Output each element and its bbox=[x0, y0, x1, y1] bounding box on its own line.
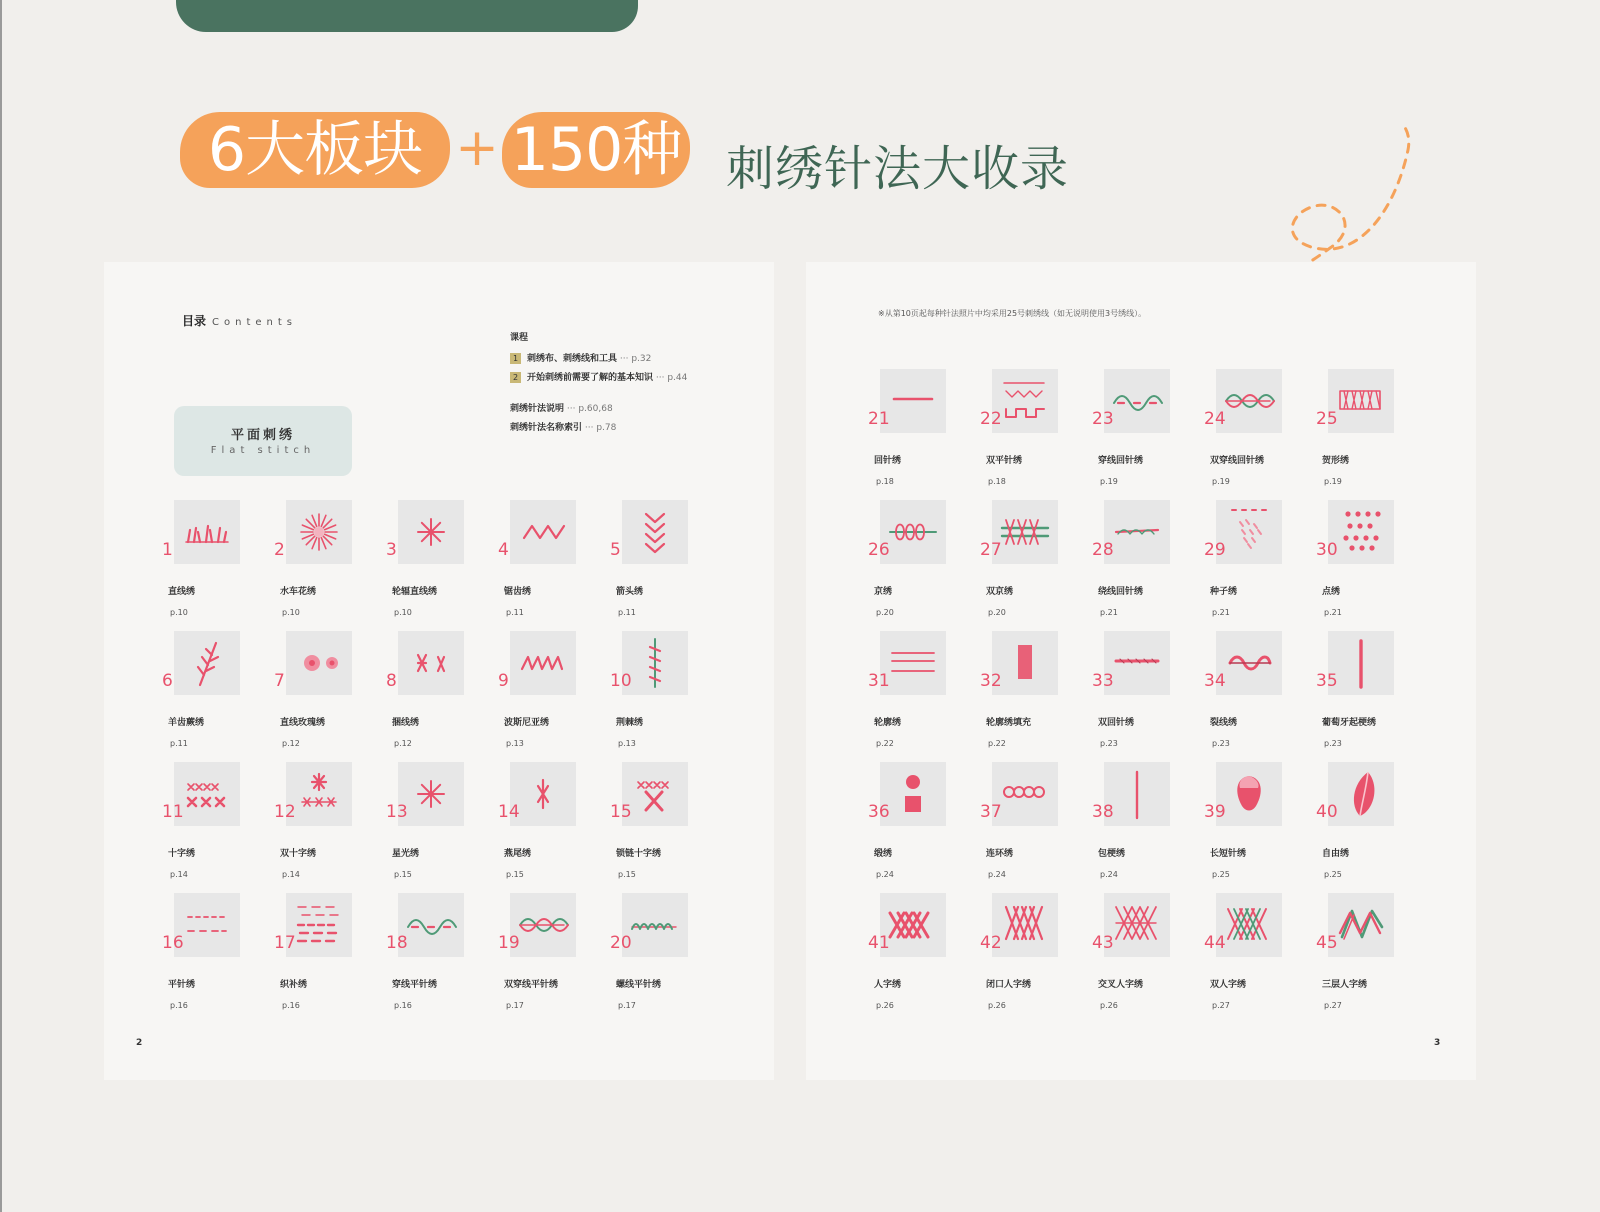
stitch-item bbox=[162, 893, 268, 1023]
coil-stitch-icon bbox=[622, 893, 688, 957]
dots-stitch-icon bbox=[1328, 500, 1394, 564]
stitch-name: 包梗绣 bbox=[1098, 849, 1126, 859]
crossed-herring-stitch-icon bbox=[1104, 893, 1170, 957]
stitch-item bbox=[868, 369, 974, 499]
stitch-item bbox=[1316, 631, 1422, 761]
toc-title-en: Contents bbox=[212, 317, 297, 328]
stitch-name: 连环绣 bbox=[986, 849, 1014, 859]
stitch-number: 14 bbox=[498, 802, 520, 822]
stitch-item bbox=[868, 500, 974, 630]
stitch-page: p.22 bbox=[988, 739, 1006, 748]
chevrons-stitch-icon bbox=[622, 500, 688, 564]
stitch-page: p.18 bbox=[876, 477, 894, 486]
stitch-name: 双平针绣 bbox=[986, 456, 1023, 466]
wave-green-stitch-icon bbox=[1104, 369, 1170, 433]
stitch-number: 39 bbox=[1204, 802, 1226, 822]
stitch-name: 轮廓绣填充 bbox=[986, 718, 1032, 728]
zigzag-stitch-icon bbox=[510, 500, 576, 564]
stitch-item bbox=[386, 631, 492, 761]
stitch-page: p.14 bbox=[282, 870, 300, 879]
stitch-item bbox=[1316, 369, 1422, 499]
stitch-number: 22 bbox=[980, 409, 1002, 429]
stitch-item bbox=[162, 762, 268, 892]
line-stitch-icon bbox=[880, 369, 946, 433]
stitch-number: 29 bbox=[1204, 540, 1226, 560]
double-wave-stitch-icon bbox=[1216, 369, 1282, 433]
stitch-item bbox=[610, 500, 716, 630]
stitch-name: 荆棘绣 bbox=[616, 718, 644, 728]
stitch-number: 36 bbox=[868, 802, 890, 822]
stitch-item bbox=[610, 762, 716, 892]
stitch-page: p.20 bbox=[876, 608, 894, 617]
leaf-stitch-icon bbox=[1328, 762, 1394, 826]
intro-item: 2 开始刺绣前需要了解的基本知识 ··· p.44 bbox=[510, 370, 687, 383]
stitch-item bbox=[386, 500, 492, 630]
section-title: 平面刺绣 bbox=[230, 428, 295, 443]
page-note: ※从第10页起每种针法照片中均采用25号刺绣线（如无说明使用3号绣线）。 bbox=[878, 309, 1147, 318]
stitch-item bbox=[1092, 369, 1198, 499]
badge-count: 150种 bbox=[502, 112, 690, 188]
seeds-stitch-icon bbox=[1216, 500, 1282, 564]
double-line-stitch-icon bbox=[880, 631, 946, 695]
stitch-page: p.22 bbox=[876, 739, 894, 748]
stitch-name: 种子绣 bbox=[1210, 587, 1238, 597]
intro-item: 1 刺绣布、刺绣线和工具 ··· p.32 bbox=[510, 351, 687, 364]
stitch-number: 8 bbox=[386, 671, 397, 691]
stitch-name: 长短针绣 bbox=[1210, 849, 1247, 859]
stitch-item bbox=[980, 631, 1086, 761]
vertical-stitch-icon bbox=[1328, 631, 1394, 695]
stitch-item bbox=[1204, 500, 1310, 630]
stitch-page: p.18 bbox=[988, 477, 1006, 486]
section-subtitle: Flat stitch bbox=[210, 445, 316, 456]
stitch-page: p.26 bbox=[988, 1001, 1006, 1010]
stitch-item bbox=[498, 762, 604, 892]
sunburst-stitch-icon bbox=[286, 500, 352, 564]
stitch-page: p.15 bbox=[506, 870, 524, 879]
stitch-item bbox=[162, 631, 268, 761]
stitch-number: 42 bbox=[980, 933, 1002, 953]
stitch-name: 双人字绣 bbox=[1210, 980, 1247, 990]
section-flat-stitch bbox=[174, 406, 352, 476]
stitch-name: 双穿线平针绣 bbox=[504, 980, 559, 990]
crosses-stitch-icon bbox=[174, 762, 240, 826]
stitch-number: 41 bbox=[868, 933, 890, 953]
stitch-number: 37 bbox=[980, 802, 1002, 822]
stitch-name: 织补绣 bbox=[280, 980, 308, 990]
stitch-item bbox=[610, 893, 716, 1023]
stitch-number: 4 bbox=[498, 540, 509, 560]
stitch-name: 直线玫瑰绣 bbox=[280, 718, 326, 728]
stitch-number: 24 bbox=[1204, 409, 1226, 429]
stitch-name: 闭口人字绣 bbox=[986, 980, 1032, 990]
stitch-number: 32 bbox=[980, 671, 1002, 691]
stitch-item bbox=[498, 631, 604, 761]
stitch-page: p.12 bbox=[394, 739, 412, 748]
double-running-stitch-icon bbox=[992, 369, 1058, 433]
stitch-number: 45 bbox=[1316, 933, 1338, 953]
roses-stitch-icon bbox=[286, 631, 352, 695]
stitch-number: 44 bbox=[1204, 933, 1226, 953]
double-loops-stitch-icon bbox=[992, 500, 1058, 564]
stitch-name: 双穿线回针绣 bbox=[1210, 456, 1265, 466]
stitch-name: 穿线平针绣 bbox=[392, 980, 438, 990]
stitch-number: 12 bbox=[274, 802, 296, 822]
stitch-page: p.17 bbox=[506, 1001, 524, 1010]
stitch-name: 直线绣 bbox=[168, 587, 196, 597]
stitch-number: 1 bbox=[162, 540, 173, 560]
stitch-page: p.27 bbox=[1324, 1001, 1342, 1010]
stitch-page: p.15 bbox=[394, 870, 412, 879]
box-chain-stitch-icon bbox=[1328, 369, 1394, 433]
thorn-stitch-icon bbox=[622, 631, 688, 695]
stitch-page: p.19 bbox=[1212, 477, 1230, 486]
star-stitch-icon bbox=[398, 762, 464, 826]
stitch-name: 螺线平针绣 bbox=[616, 980, 662, 990]
stitch-name: 自由绣 bbox=[1322, 849, 1350, 859]
stitch-item bbox=[274, 631, 380, 761]
stitch-name: 裂线绣 bbox=[1210, 718, 1238, 728]
stitch-name: 交叉人字绣 bbox=[1098, 980, 1144, 990]
stitch-item bbox=[1204, 762, 1310, 892]
grass-stitch-icon bbox=[174, 500, 240, 564]
loops-stitch-icon bbox=[880, 500, 946, 564]
stitch-page: p.11 bbox=[170, 739, 188, 748]
stitch-page: p.19 bbox=[1100, 477, 1118, 486]
rope-stitch-icon bbox=[1104, 631, 1170, 695]
fern-stitch-icon bbox=[174, 631, 240, 695]
stitch-item bbox=[1204, 369, 1310, 499]
star-stitch-icon bbox=[398, 500, 464, 564]
stitch-item bbox=[868, 893, 974, 1023]
stitch-item bbox=[274, 500, 380, 630]
stitch-number: 10 bbox=[610, 671, 632, 691]
stitch-name: 箭头绣 bbox=[616, 587, 644, 597]
stitch-name: 点绣 bbox=[1322, 587, 1341, 597]
stitch-number: 16 bbox=[162, 933, 184, 953]
stitch-name: 回针绣 bbox=[874, 456, 902, 466]
stitch-name: 波斯尼亚绣 bbox=[504, 718, 550, 728]
intro-heading: 课程 bbox=[510, 333, 529, 343]
stitch-number: 7 bbox=[274, 671, 285, 691]
stitch-number: 31 bbox=[868, 671, 890, 691]
herring-stitch-icon bbox=[880, 893, 946, 957]
stitch-number: 9 bbox=[498, 671, 509, 691]
stitch-name: 十字绣 bbox=[168, 849, 196, 859]
stitch-number: 33 bbox=[1092, 671, 1114, 691]
stitch-number: 27 bbox=[980, 540, 1002, 560]
stitch-item bbox=[1092, 500, 1198, 630]
double-cross-stitch-icon bbox=[286, 762, 352, 826]
stitch-name: 三层人字绣 bbox=[1322, 980, 1368, 990]
stitch-number: 40 bbox=[1316, 802, 1338, 822]
dashes-stitch-icon bbox=[174, 893, 240, 957]
stitch-number: 5 bbox=[610, 540, 621, 560]
stitch-page: p.25 bbox=[1212, 870, 1230, 879]
wave-green-stitch-icon bbox=[398, 893, 464, 957]
wave-stitch-icon bbox=[510, 631, 576, 695]
stitch-number: 6 bbox=[162, 671, 173, 691]
stitch-number: 2 bbox=[274, 540, 285, 560]
stitch-item bbox=[610, 631, 716, 761]
cross-chain-stitch-icon bbox=[622, 762, 688, 826]
stitch-page: p.11 bbox=[618, 608, 636, 617]
stitch-name: 贺形绣 bbox=[1322, 456, 1350, 466]
stitch-page: p.16 bbox=[394, 1001, 412, 1010]
stitch-item bbox=[1204, 893, 1310, 1023]
stitch-page: p.26 bbox=[876, 1001, 894, 1010]
stitch-name: 锁链十字绣 bbox=[616, 849, 662, 859]
stitch-item bbox=[1092, 893, 1198, 1023]
stitch-page: p.24 bbox=[988, 870, 1006, 879]
closed-herring-stitch-icon bbox=[992, 893, 1058, 957]
stitch-item bbox=[1316, 893, 1422, 1023]
stitch-item bbox=[980, 762, 1086, 892]
stitch-number: 34 bbox=[1204, 671, 1226, 691]
stitch-name: 缎绣 bbox=[874, 849, 893, 859]
stitch-page: p.17 bbox=[618, 1001, 636, 1010]
badge-sections: 6大板块 bbox=[180, 112, 450, 188]
double-herring-stitch-icon bbox=[1216, 893, 1282, 957]
stitch-page: p.21 bbox=[1212, 608, 1230, 617]
shaded-stitch-icon bbox=[1216, 762, 1282, 826]
stitch-number: 13 bbox=[386, 802, 408, 822]
intro-link: 刺绣针法名称索引 ··· p.78 bbox=[510, 423, 617, 433]
top-banner bbox=[176, 0, 638, 32]
stitch-item bbox=[980, 369, 1086, 499]
stitch-name: 星光绣 bbox=[392, 849, 420, 859]
split-stitch-icon bbox=[1216, 631, 1282, 695]
stitch-item bbox=[498, 893, 604, 1023]
stitch-number: 20 bbox=[610, 933, 632, 953]
stitch-item bbox=[1092, 762, 1198, 892]
stitch-item bbox=[274, 762, 380, 892]
stitch-item bbox=[386, 762, 492, 892]
stitch-number: 17 bbox=[274, 933, 296, 953]
stitch-page: p.14 bbox=[170, 870, 188, 879]
stitch-page: p.20 bbox=[988, 608, 1006, 617]
stitch-page: p.24 bbox=[1100, 870, 1118, 879]
stitch-name: 绕线回针绣 bbox=[1098, 587, 1144, 597]
stitch-number: 38 bbox=[1092, 802, 1114, 822]
stitch-number: 3 bbox=[386, 540, 397, 560]
stitch-page: p.12 bbox=[282, 739, 300, 748]
stitch-item bbox=[980, 893, 1086, 1023]
stitch-item bbox=[274, 893, 380, 1023]
stitch-name: 双回针绣 bbox=[1098, 718, 1135, 728]
stitch-name: 葡萄牙起梗绣 bbox=[1322, 718, 1377, 728]
stitch-page: p.21 bbox=[1324, 608, 1342, 617]
stitch-number: 30 bbox=[1316, 540, 1338, 560]
stitch-name: 轮廓绣 bbox=[874, 718, 902, 728]
stitch-page: p.16 bbox=[282, 1001, 300, 1010]
stitch-name: 双京绣 bbox=[986, 587, 1014, 597]
stitch-item bbox=[162, 500, 268, 630]
intro-block bbox=[510, 330, 687, 439]
stitch-item bbox=[1316, 762, 1422, 892]
stitch-page: p.15 bbox=[618, 870, 636, 879]
stitch-page: p.16 bbox=[170, 1001, 188, 1010]
block-stitch-icon bbox=[992, 631, 1058, 695]
stitch-number: 25 bbox=[1316, 409, 1338, 429]
stitch-number: 43 bbox=[1092, 933, 1114, 953]
stitch-name: 燕尾绣 bbox=[504, 849, 532, 859]
stitch-page: p.23 bbox=[1212, 739, 1230, 748]
stitch-name: 京绣 bbox=[874, 587, 893, 597]
intro-link: 刺绣针法说明 ··· p.60,68 bbox=[510, 404, 613, 414]
stitch-page: p.24 bbox=[876, 870, 894, 879]
stitch-item bbox=[498, 500, 604, 630]
stitch-name: 羊齿蕨绣 bbox=[168, 718, 205, 728]
stitch-page: p.27 bbox=[1212, 1001, 1230, 1010]
stitch-name: 捆线绣 bbox=[392, 718, 420, 728]
stitch-item bbox=[868, 762, 974, 892]
toc-title: 目录 Contents bbox=[182, 314, 297, 328]
page-number-right: 3 bbox=[1434, 1038, 1441, 1048]
satin-stitch-icon bbox=[880, 762, 946, 826]
stitch-item bbox=[1316, 500, 1422, 630]
stitch-name: 平针绣 bbox=[168, 980, 196, 990]
stitch-page: p.26 bbox=[1100, 1001, 1118, 1010]
stitch-item bbox=[1204, 631, 1310, 761]
stitch-number: 11 bbox=[162, 802, 184, 822]
stitch-page: p.10 bbox=[282, 608, 300, 617]
stitch-number: 23 bbox=[1092, 409, 1114, 429]
stitch-number: 21 bbox=[868, 409, 890, 429]
rings-stitch-icon bbox=[992, 762, 1058, 826]
stitch-item bbox=[980, 500, 1086, 630]
stitch-name: 穿线回针绣 bbox=[1098, 456, 1144, 466]
stitch-number: 28 bbox=[1092, 540, 1114, 560]
stitch-page: p.10 bbox=[394, 608, 412, 617]
page-number-left: 2 bbox=[136, 1038, 143, 1048]
stitch-page: p.23 bbox=[1100, 739, 1118, 748]
stitch-item bbox=[386, 893, 492, 1023]
stitch-item bbox=[1092, 631, 1198, 761]
triple-herring-stitch-icon bbox=[1328, 893, 1394, 957]
stitch-page: p.10 bbox=[170, 608, 188, 617]
stitch-item bbox=[868, 631, 974, 761]
stitch-number: 15 bbox=[610, 802, 632, 822]
tagline: 刺绣针法大收录 bbox=[726, 141, 1070, 197]
arrow-stitch-icon bbox=[510, 762, 576, 826]
stitch-number: 35 bbox=[1316, 671, 1338, 691]
stitch-name: 双十字绣 bbox=[280, 849, 317, 859]
plus-sign: + bbox=[455, 118, 499, 178]
stitch-page: p.13 bbox=[618, 739, 636, 748]
twisted-stitch-icon bbox=[1104, 500, 1170, 564]
stitch-page: p.11 bbox=[506, 608, 524, 617]
stitch-name: 锯齿绣 bbox=[504, 587, 532, 597]
left-edge-line bbox=[0, 0, 2, 1212]
stitch-name: 水车花绣 bbox=[280, 587, 317, 597]
stitch-page: p.23 bbox=[1324, 739, 1342, 748]
stitch-page: p.19 bbox=[1324, 477, 1342, 486]
stitch-number: 18 bbox=[386, 933, 408, 953]
vline-stitch-icon bbox=[1104, 762, 1170, 826]
stitch-page: p.25 bbox=[1324, 870, 1342, 879]
stitch-name: 轮辐直线绣 bbox=[392, 587, 438, 597]
stitch-number: 19 bbox=[498, 933, 520, 953]
stitch-page: p.21 bbox=[1100, 608, 1118, 617]
bundle-stitch-icon bbox=[398, 631, 464, 695]
double-wave-stitch-icon bbox=[510, 893, 576, 957]
stitch-number: 26 bbox=[868, 540, 890, 560]
darning-stitch-icon bbox=[286, 893, 352, 957]
stitch-name: 人字绣 bbox=[874, 980, 902, 990]
stitch-page: p.13 bbox=[506, 739, 524, 748]
